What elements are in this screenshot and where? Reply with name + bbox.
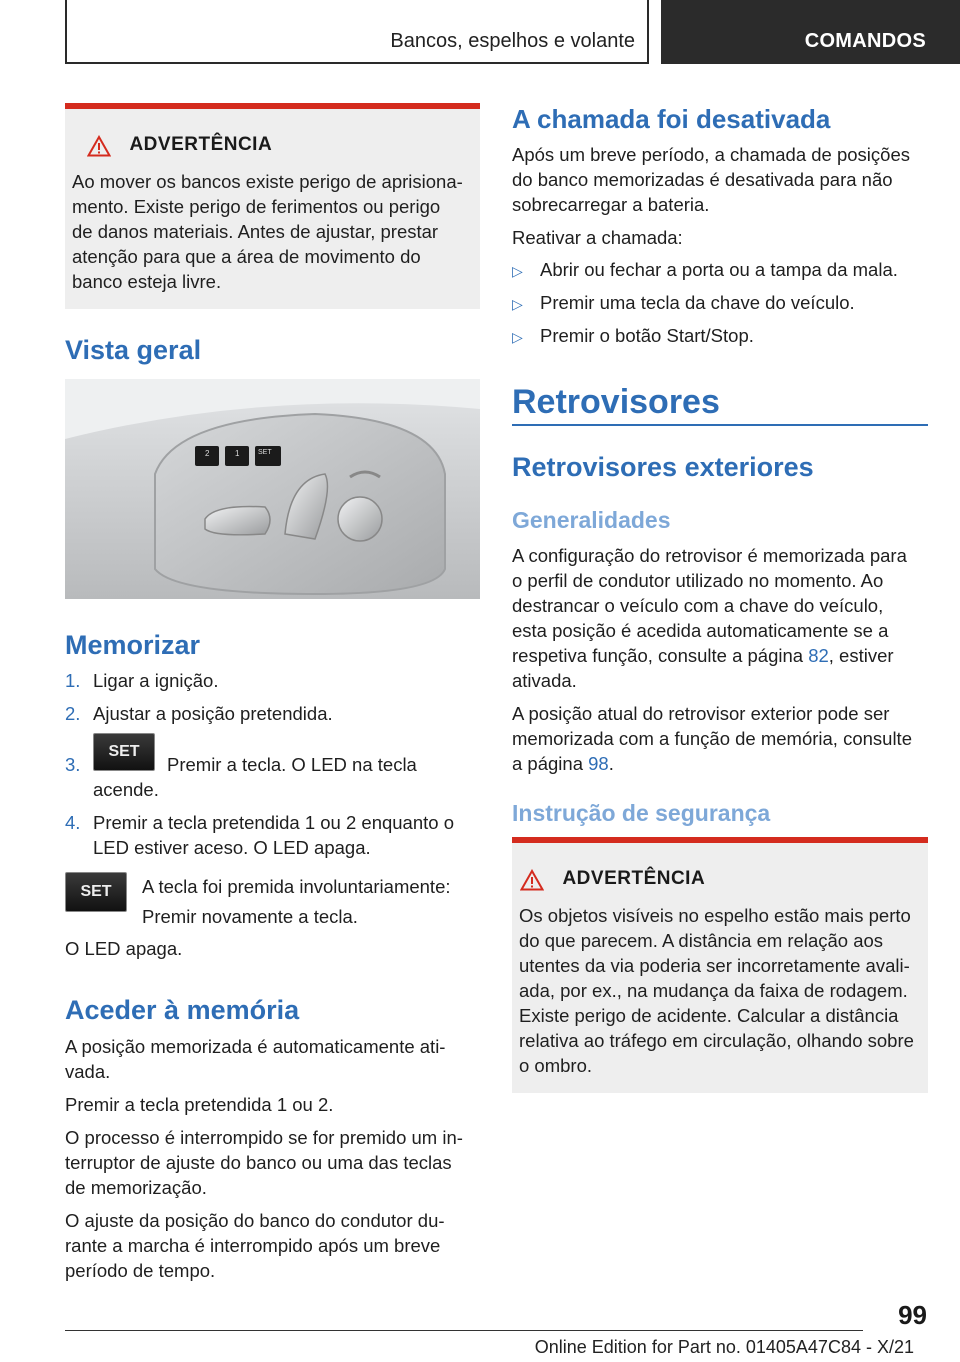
section-title: Bancos, espelhos e volante xyxy=(390,30,635,52)
text-line: O processo é interrompido se for premido um in- xyxy=(65,1127,463,1148)
heading-access-memory: Aceder à memória xyxy=(65,995,300,1025)
warning-line: ada, por ex., na mudança da faixa de rodagem. xyxy=(519,980,908,1001)
warning-box-mirrors xyxy=(512,837,928,1093)
text-line: A posição memorizada é automaticamente ati- xyxy=(65,1036,446,1057)
warning-line: atenção para que a área de movimento do xyxy=(72,246,421,267)
step-item: 1. Ligar a ignição. xyxy=(65,670,219,691)
step-item-cont: acende. xyxy=(93,779,159,800)
text-line: O ajuste da posição do banco do condutor du- xyxy=(65,1210,445,1231)
text-line: vada. xyxy=(65,1061,111,1082)
heading-exterior-mirrors: Retrovisores exteriores xyxy=(512,452,814,482)
text-line: respetiva função, consulte a página 82, estiver xyxy=(512,645,894,666)
page-link-82[interactable]: 82 xyxy=(808,645,829,666)
heading-mirrors: Retrovisores xyxy=(512,383,720,421)
text-line: terruptor de ajuste do banco ou uma das teclas xyxy=(65,1152,452,1173)
warning-header xyxy=(520,868,705,891)
triangle-bullet-icon: ▷ xyxy=(512,296,523,312)
page-number: 99 xyxy=(898,1300,927,1330)
text-line: A posição atual do retrovisor exterior pode ser xyxy=(512,703,890,724)
text-line: rante a marcha é interrompido após um breve xyxy=(65,1235,441,1256)
warning-line: Existe perigo de acidente. Calcular a distância xyxy=(519,1005,899,1026)
text-line: a página 98. xyxy=(512,753,614,774)
seat-memory-key-1: 1 xyxy=(235,449,240,458)
warning-title: ADVERTÊNCIA xyxy=(129,134,273,155)
text-line: Premir a tecla pretendida 1 ou 2. xyxy=(65,1094,334,1115)
text-line: Reativar a chamada: xyxy=(512,227,683,248)
general-text xyxy=(512,543,932,776)
warning-text xyxy=(519,903,924,1078)
warning-line: banco esteja livre. xyxy=(72,271,222,292)
list-item: ▷ Premir o botão Start/Stop. xyxy=(512,323,754,350)
warning-line: do que parecem. A distância em relação aos xyxy=(519,930,884,951)
seat-controls-photo xyxy=(65,379,480,599)
triangle-bullet-icon: ▷ xyxy=(512,263,523,279)
warning-line: Os objetos visíveis no espelho estão mais perto xyxy=(519,905,911,926)
text-line: sobrecarregar a bateria. xyxy=(512,194,710,215)
seat-panel-illustration xyxy=(65,379,480,599)
text-line: de memorização. xyxy=(65,1177,207,1198)
text-line: o perfil de condutor utilizado no momento. Ao xyxy=(512,570,884,591)
text-line: memorizada com a função de memória, consulte xyxy=(512,728,912,749)
warning-text xyxy=(72,169,477,294)
triangle-bullet-icon: ▷ xyxy=(512,329,523,345)
heading-safety: Instrução de segurança xyxy=(512,800,771,826)
chapter-tab[interactable] xyxy=(661,0,960,64)
list-item: ▷ Premir uma tecla da chave do veículo. xyxy=(512,290,855,317)
heading-call-disabled: A chamada foi desativada xyxy=(512,104,831,134)
step-item: 2. Ajustar a posição pretendida. xyxy=(65,703,333,724)
warning-header xyxy=(87,134,272,157)
text-line: período de tempo. xyxy=(65,1260,216,1281)
heading-general: Generalidades xyxy=(512,507,671,533)
warning-triangle-icon xyxy=(87,135,111,157)
text-line: esta posição é acedida automaticamente se a xyxy=(512,620,889,641)
access-text xyxy=(65,1034,480,1283)
footer-rule xyxy=(65,1330,863,1331)
chapter-tab-label: COMANDOS xyxy=(804,30,926,52)
step-item: 3. Premir a tecla. O LED na tecla xyxy=(65,754,417,775)
seat-memory-key-2: 2 xyxy=(205,449,210,458)
warning-line: relativa ao tráfego em circulação, olhando sobre xyxy=(519,1030,914,1051)
page-link-98[interactable]: 98 xyxy=(588,753,609,774)
warning-title: ADVERTÊNCIA xyxy=(562,868,706,889)
text-line: Após um breve período, a chamada de posições xyxy=(512,144,910,165)
edition-note: Online Edition for Part no. 01405A47C84 - X/21 xyxy=(534,1337,914,1357)
text-line: do banco memorizadas é desativada para não xyxy=(512,169,893,190)
warning-line: o ombro. xyxy=(519,1055,593,1076)
text-line: destrancar o veículo com a chave do veículo, xyxy=(512,595,884,616)
step-item: 4. Premir a tecla pretendida 1 ou 2 enquanto o xyxy=(65,812,454,833)
set-key-icon: SET xyxy=(65,872,127,912)
warning-box-seats xyxy=(65,103,480,309)
step-item-cont: LED estiver aceso. O LED apaga. xyxy=(93,837,371,858)
text-line: ativada. xyxy=(512,670,577,691)
note-line: A tecla foi premida involuntariamente: xyxy=(142,876,451,897)
warning-line: utentes da via poderia ser incorretamente avali- xyxy=(519,955,910,976)
heading-overview: Vista geral xyxy=(65,335,202,365)
warning-triangle-icon xyxy=(520,869,544,891)
led-off-text: O LED apaga. xyxy=(65,938,183,959)
note-line: Premir novamente a tecla. xyxy=(142,906,358,927)
warning-line: Ao mover os bancos existe perigo de aprisiona- xyxy=(72,171,463,192)
warning-line: de danos materiais. Antes de ajustar, prestar xyxy=(72,221,439,242)
warning-line: mento. Existe perigo de ferimentos ou perigo xyxy=(72,196,441,217)
text-line: A configuração do retrovisor é memorizada para xyxy=(512,545,907,566)
call-text xyxy=(512,142,932,250)
set-key-icon: SET xyxy=(93,733,155,771)
list-item: ▷ Abrir ou fechar a porta ou a tampa da mala. xyxy=(512,257,898,284)
heading-memorize: Memorizar xyxy=(65,630,201,660)
seat-memory-key-set: SET xyxy=(258,449,272,456)
heading-rule xyxy=(512,424,928,426)
